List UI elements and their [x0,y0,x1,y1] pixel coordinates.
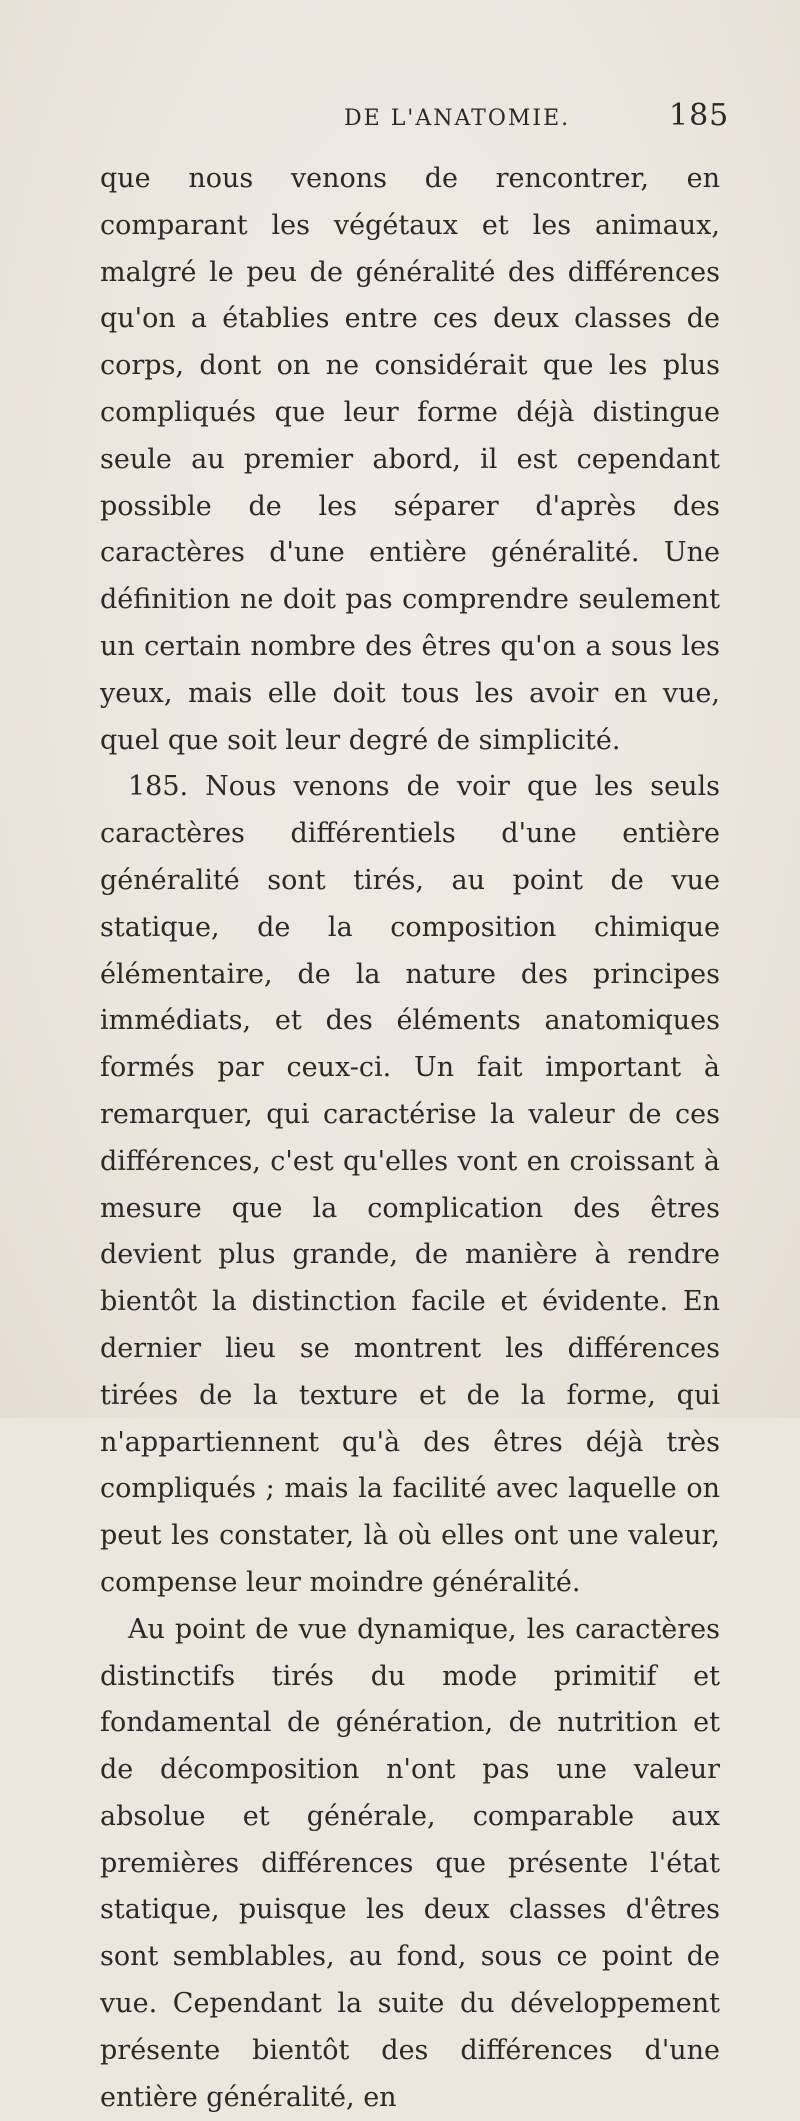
page-header [0,98,800,138]
running-title: DE L'ANATOMIE. [344,106,571,131]
paragraph-dynamic: Au point de vue dynamique, les caractères distinctifs tirés du mode primitif et fondamental de génération, de nutrition et de décomposition n'ont pas une valeur absolue et générale, comparable aux premières différences que présente l'état statique, puisque les deux classes d'êtres sont semblables, au fond, sous ce point de vue. Cependant la suite du développement présente bientôt des différences d'une entière généralité, en [100,1613,720,2113]
paragraph-continuation: que nous venons de rencontrer, en comparant les végétaux et les animaux, malgré le peu de généralité des différences qu'on a établies entre ces deux classes de corps, dont on ne considérait que les plus compliqués que leur forme déjà distingue seule au premier abord, il est cependant possible de les séparer d'après des caractères d'une entière généralité. Une définition ne doit pas comprendre seulement un certain nombre des êtres qu'on a sous les yeux, mais elle doit tous les avoir en vue, quel que soit leur degré de simplicité. [100,163,720,756]
paragraph-185: 185. Nous venons de voir que les seuls caractères différentiels d'une entière généralité sont tirés, au point de vue statique, de la composition chimique élémentaire, de la nature des principes immédiats, et des éléments anatomiques formés par ceux-ci. Un fait important à remarquer, qui caractérise la valeur de ces différences, c'est qu'elles vont en croissant à mesure que la complication des êtres devient plus grande, de manière à rendre bientôt la distinction facile et évidente. En dernier lieu se montrent les différences tirées de la texture et de la forme, qui n'appartiennent qu'à des êtres déjà très compliqués ; mais la facilité avec laquelle on peut les constater, là où elles ont une valeur, compense leur moindre généralité. [100,771,720,1598]
text-body [100,156,720,2121]
page-number: 185 [669,98,730,133]
